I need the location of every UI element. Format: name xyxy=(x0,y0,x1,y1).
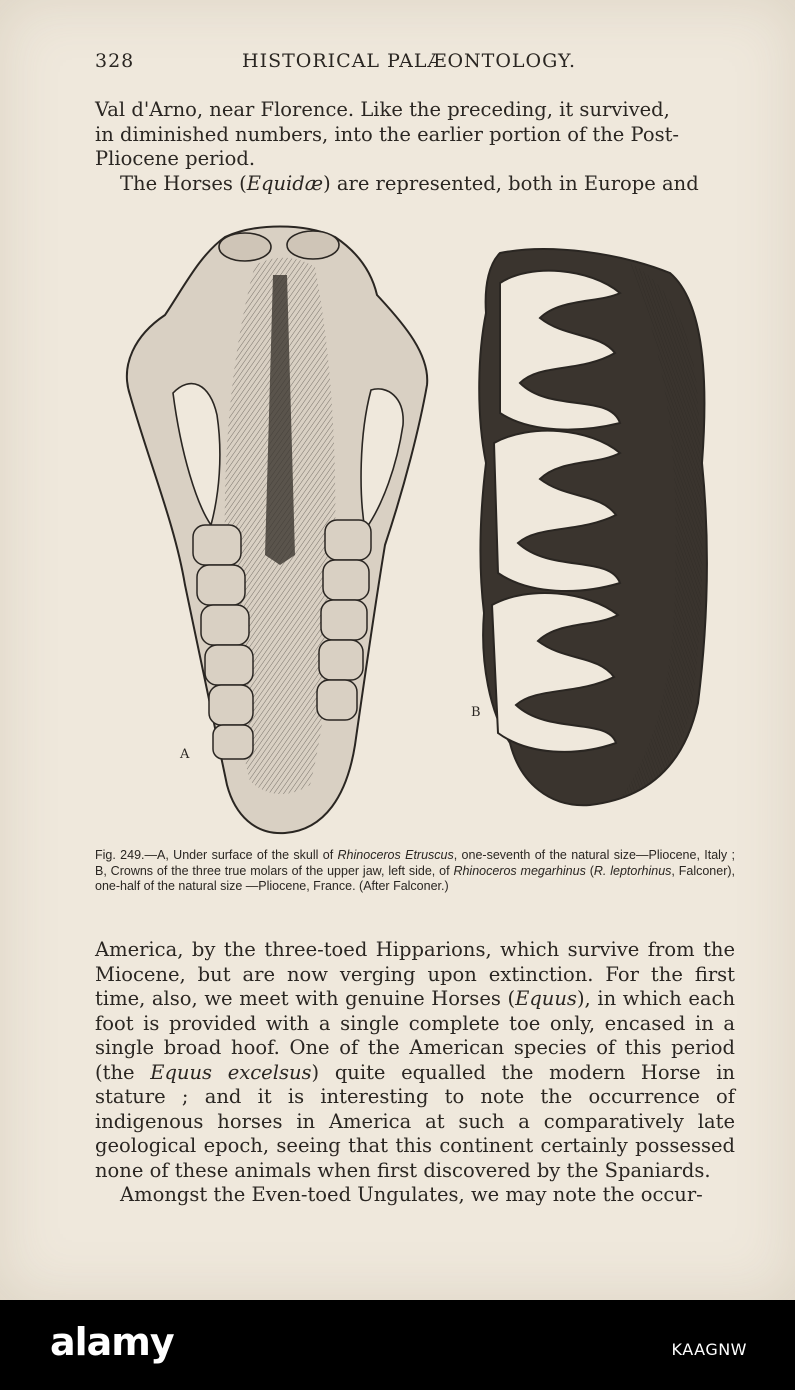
text-line: in diminished numbers, into the earlier portion of the Post- xyxy=(95,122,680,146)
running-title: HISTORICAL PALÆONTOLOGY. xyxy=(242,50,577,72)
top-paragraph xyxy=(95,98,735,196)
figure-label-a: A xyxy=(180,747,190,762)
figure-249 xyxy=(115,225,715,835)
stock-watermark-bar xyxy=(0,1300,795,1390)
text-line: The Horses (Equidæ) are represented, both in Europe and xyxy=(120,171,699,195)
stock-image-id: KAAGNW xyxy=(671,1340,747,1359)
figure-label-b: B xyxy=(471,705,481,720)
page-header xyxy=(95,50,735,80)
text-line: Val d'Arno, near Florence. Like the preceding, it survived, xyxy=(95,98,670,121)
stock-logo: alamy xyxy=(50,1320,174,1364)
molar-crowns-illustration xyxy=(470,243,720,813)
figure-caption: Fig. 249.—A, Under surface of the skull of Rhinoceros Etruscus, one-seventh of the natural size—Pliocene, Italy ; B, Crowns of the three true molars of the upper jaw, left side, of Rhinoceros megarhinus (R. leptorhinus, Falconer), one-half of the natural size —Pliocene, France. (After Falconer.) xyxy=(95,848,736,893)
body-text: America, by the three-toed Hipparions, which survive from the Miocene, but are now verging upon extinction. For the first time, also, we meet with genuine Horses (Equus), in which each foot is provided with a single complete toe only, encased in a single broad hoof. One of the American species of this period (the Equus excelsus) quite equalled the modern Horse in stature ; and it is interesting to note the occurrence of indigenous horses in America at such a comparatively late geological epoch, seeing that this continent certainly possessed none of these animals when first discovered by the Spaniards. xyxy=(95,938,735,1182)
rhinoceros-skull-illustration xyxy=(115,225,445,837)
bottom-paragraph xyxy=(95,938,735,1208)
text-line: Amongst the Even-toed Ungulates, we may note the occur- xyxy=(120,1183,703,1206)
page-number: 328 xyxy=(95,50,135,72)
text-line: Pliocene period. xyxy=(95,147,256,170)
